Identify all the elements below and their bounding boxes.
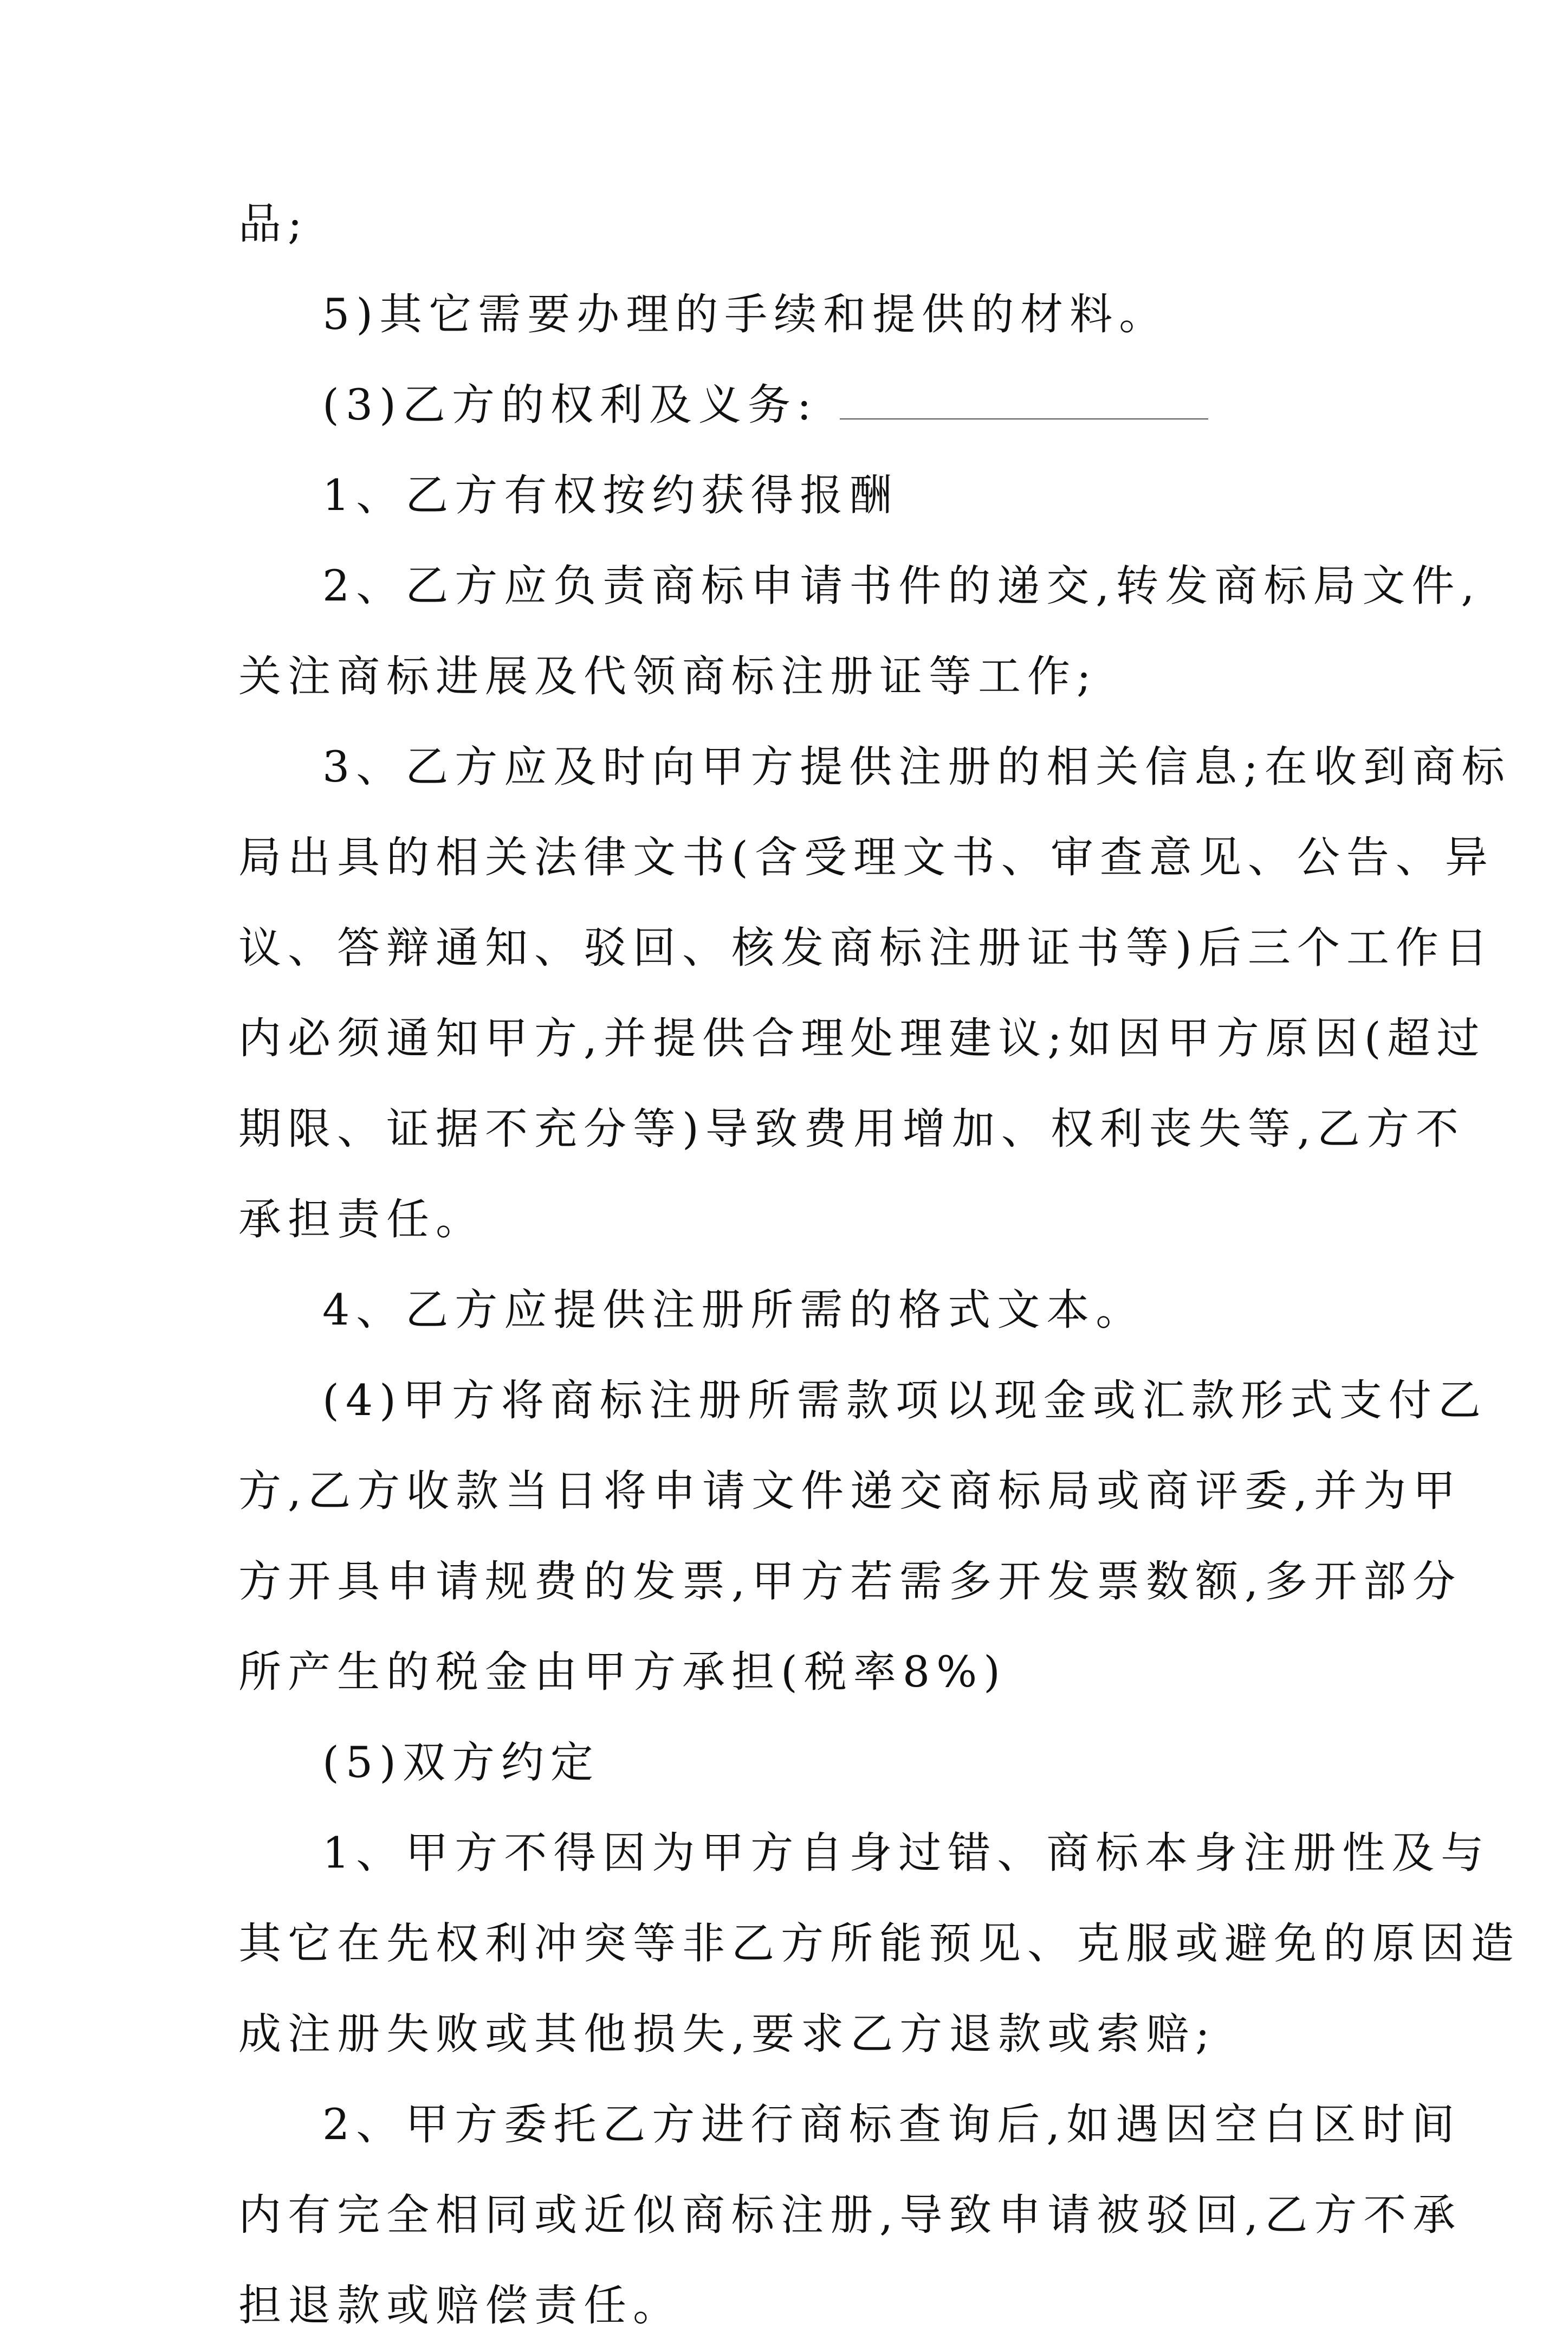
text-line: 方开具申请规费的发票,甲方若需多开发票数额,多开部分 — [238, 1556, 1462, 1606]
text-line: 方,乙方收款当日将申请文件递交商标局或商评委,并为甲 — [238, 1466, 1462, 1516]
document-body — [238, 179, 1520, 2351]
text-line: 议、答辩通知、驳回、核发商标注册证书等)后三个工作日 — [238, 923, 1494, 973]
text-line: 内必须通知甲方,并提供合理处理建议;如因甲方原因(超过 — [238, 1013, 1486, 1063]
text-line: 内有完全相同或近似商标注册,导致申请被驳回,乙方不承 — [238, 2190, 1462, 2240]
text-line: 所产生的税金由甲方承担(税率8%) — [238, 1647, 1007, 1697]
text-line: 其它在先权利冲突等非乙方所能预见、克服或避免的原因造 — [238, 1919, 1520, 1968]
section-heading-text: (3)乙方的权利及义务: — [322, 380, 818, 430]
text-line: 品; — [238, 199, 309, 249]
text-line: 承担责任。 — [238, 1194, 485, 1244]
text-line: 4、乙方应提供注册所需的格式文本。 — [322, 1285, 1145, 1335]
section-heading-3 — [238, 360, 1338, 450]
text-line: 1、甲方不得因为甲方自身过错、商标本身注册性及与 — [322, 1828, 1491, 1878]
text-line: 3、乙方应及时向甲方提供注册的相关信息;在收到商标 — [322, 742, 1511, 792]
section-heading-4: (4)甲方将商标注册所需款项以现金或汇款形式支付乙 — [322, 1375, 1487, 1425]
text-line: 5)其它需要办理的手续和提供的材料。 — [322, 289, 1169, 339]
section-heading-5: (5)双方约定 — [322, 1738, 600, 1787]
text-line: 局出具的相关法律文书(含受理文书、审查意见、公告、异 — [238, 832, 1494, 882]
text-line: 期限、证据不充分等)导致费用增加、权利丧失等,乙方不 — [238, 1104, 1465, 1154]
text-line: 担退款或赔偿责任。 — [238, 2281, 682, 2330]
fill-in-blank — [840, 397, 1208, 419]
text-line: 关注商标进展及代领商标注册证等工作; — [238, 651, 1098, 701]
text-line: 成注册失败或其他损失,要求乙方退款或索赔; — [238, 2009, 1216, 2059]
text-line: 2、甲方委托乙方进行商标查询后,如遇因空白区时间 — [322, 2100, 1461, 2149]
text-line: 2、乙方应负责商标申请书件的递交,转发商标局文件, — [322, 561, 1481, 611]
text-line: 1、乙方有权按约获得报酬 — [322, 470, 899, 520]
